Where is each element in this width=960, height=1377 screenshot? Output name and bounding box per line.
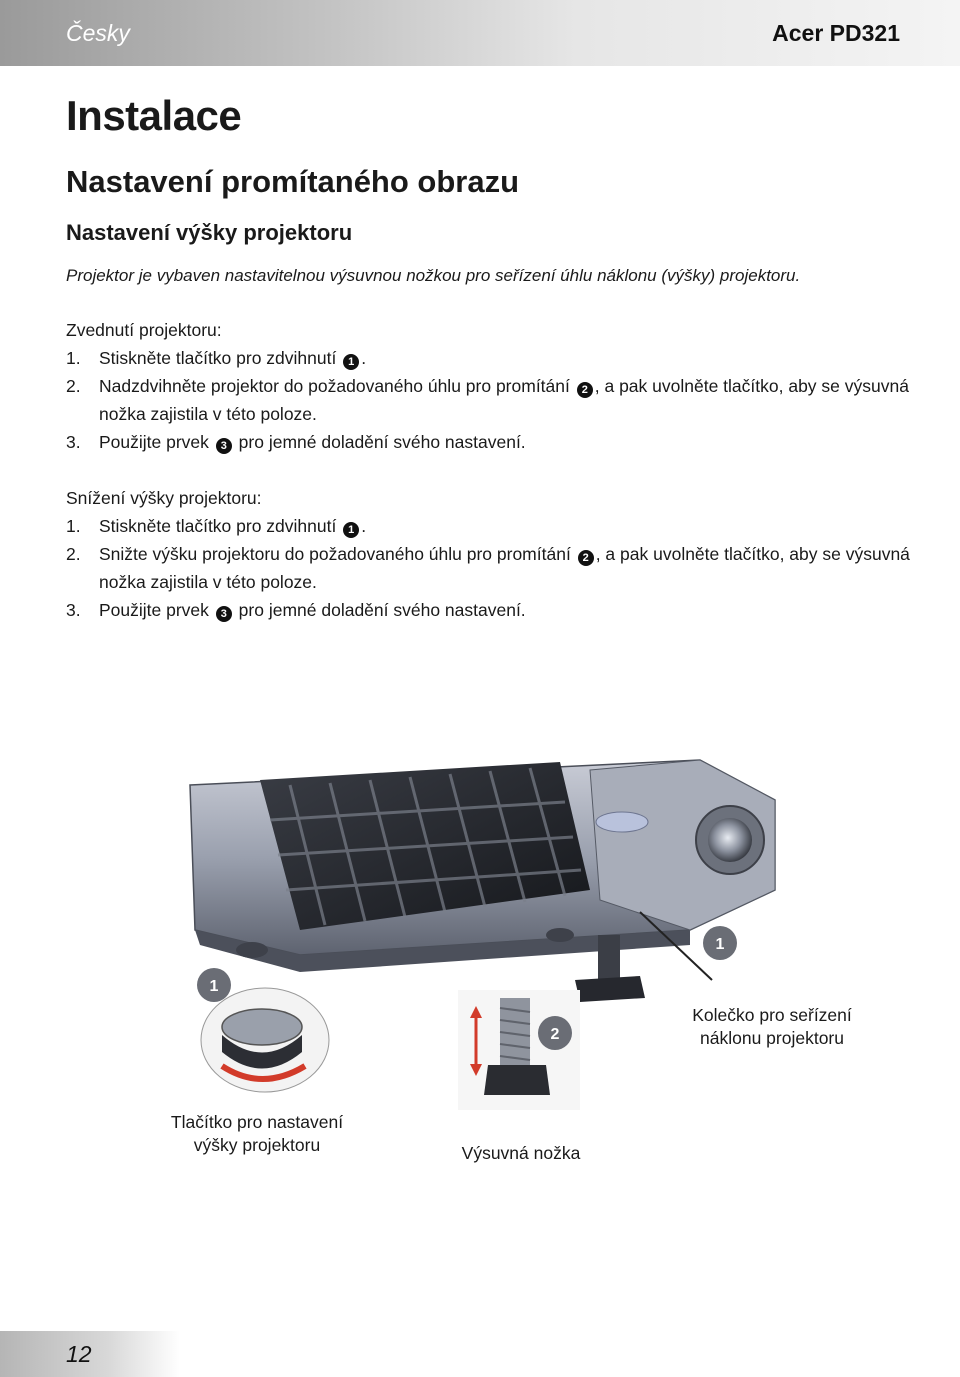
step-badge: 3 [216, 606, 232, 622]
list-item [66, 372, 916, 428]
list-item [66, 512, 916, 540]
language-label: Česky [66, 20, 130, 46]
step-text: Nadzdvihněte projektor do požadovaného úhlu pro promítání 2 , a pak uvolněte tlačítko, aby se výsuvná nožka zajistila v této poloze. [99, 376, 909, 424]
page-title: Instalace [66, 92, 242, 139]
callout-1-left: 1 [209, 978, 219, 995]
elevator-foot [598, 935, 620, 980]
model-label: Acer PD321 [772, 20, 900, 46]
list-item [66, 428, 916, 456]
button-detail-inset [201, 988, 329, 1092]
step-number: 2. [66, 376, 81, 396]
list-item [66, 540, 916, 596]
step-number: 1. [66, 516, 81, 536]
page-footer [0, 1331, 180, 1377]
step-text: Použijte prvek 3 pro jemné doladění svého nastavení. [99, 432, 526, 452]
step-number: 2. [66, 544, 81, 564]
button-caption: Tlačítko pro nastavení výšky projektoru [170, 1112, 344, 1155]
step-badge: 1 [343, 522, 359, 538]
step-badge: 3 [216, 438, 232, 454]
subsection-title: Nastavení výšky projektoru [66, 220, 353, 245]
step-badge: 1 [343, 354, 359, 370]
lower-instructions [66, 484, 916, 624]
step-number: 3. [66, 432, 81, 452]
intro-paragraph: Projektor je vybaven nastavitelnou výsuvnou nožkou pro seřízení úhlu náklonu (výšky) projektoru. [66, 266, 801, 285]
foot-caption: Výsuvná nožka [461, 1143, 581, 1163]
step-number: 3. [66, 600, 81, 620]
projector-figure [0, 740, 960, 1200]
page-header [0, 0, 960, 66]
wheel-caption: Kolečko pro seřízení náklonu projektoru [692, 1005, 852, 1048]
step-text: Stiskněte tlačítko pro zdvihnutí 1 . [99, 516, 367, 536]
callout-2: 2 [550, 1026, 560, 1043]
step-number: 1. [66, 348, 81, 368]
projector-illustration [0, 740, 960, 1200]
callout-1-right: 1 [715, 936, 725, 953]
step-text: Snižte výšku projektoru do požadovaného úhlu pro promítání 2 , a pak uvolněte tlačítko, aby se výsuvná nožka zajistila v této poloze. [99, 544, 910, 592]
section-title: Nastavení promítaného obrazu [66, 164, 520, 199]
lower-heading: Snížení výšky projektoru: [66, 488, 262, 508]
list-item [66, 596, 916, 624]
page-number: 12 [66, 1341, 92, 1367]
raise-instructions [66, 316, 916, 456]
step-text: Stiskněte tlačítko pro zdvihnutí 1 . [99, 348, 367, 368]
logo-badge [596, 812, 648, 832]
raise-heading: Zvednutí projektoru: [66, 320, 222, 340]
step-badge: 2 [578, 550, 594, 566]
foot-detail-inset [458, 990, 580, 1110]
step-badge: 2 [577, 382, 593, 398]
list-item [66, 344, 916, 372]
step-text: Použijte prvek 3 pro jemné doladění svého nastavení. [99, 600, 526, 620]
